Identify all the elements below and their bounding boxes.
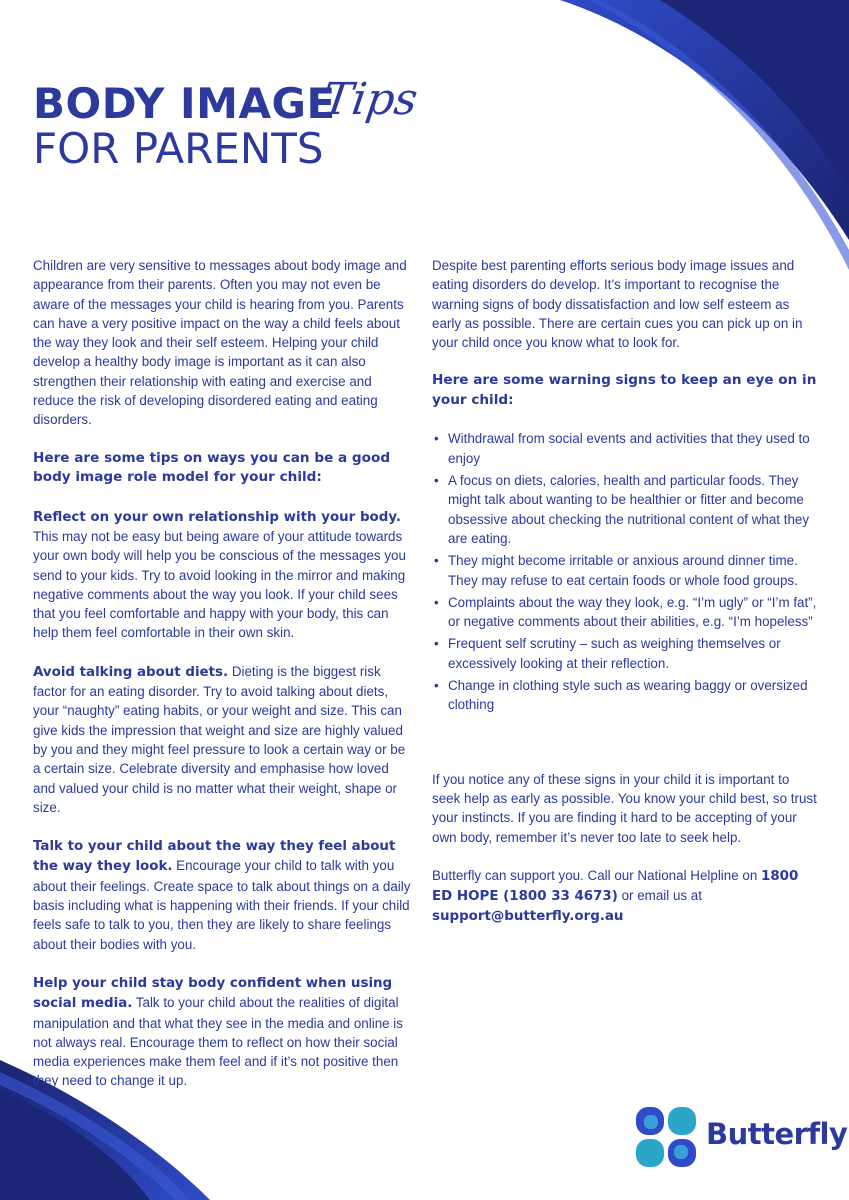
bullet-icon: •: [434, 431, 439, 447]
page-title: [33, 74, 421, 173]
tip-body: Dieting is the biggest risk factor for an eating disorder. Try to avoid talking about diets, your “naughty” eating habits, or your weight and size. This can give kids the impression that weight and size are highly valued by you and they might feel pressure to look a certain way or be a certain size. Celebrate diversity and emphasise how loved and valued your child is no matter what their weight, shape or size.: [33, 663, 406, 815]
tip-body: Encourage your child to talk with you about their feelings. Create space to talk about things on a daily basis including what is happening with their friends. If your child feels safe to talk to you, then they are likely to share feelings about their bodies with you.: [33, 858, 411, 952]
list-item: [432, 429, 818, 468]
tip-paragraph: [33, 507, 411, 643]
list-item-text: They might become irritable or anxious around dinner time. They may refuse to eat certain foods or whole food groups.: [448, 553, 798, 588]
list-item-text: A focus on diets, calories, health and particular foods. They might talk about wanting to be healthier or fitter and become obsessive about checking the nutritional content of what they are eating.: [448, 473, 810, 546]
tip-body: Talk to your child about the realities of digital manipulation and that what they see in the media and online is not always real. Encourage them to reflect on how their social media experiences make them feel and if it’s not positive then they need to change it up.: [33, 995, 403, 1089]
list-item: [432, 634, 818, 673]
bullet-icon: •: [434, 636, 439, 652]
tip-paragraph: [33, 973, 411, 1091]
tip-lead: Help your child stay body confident when using social media.: [33, 975, 393, 1012]
intro-paragraph: Children are very sensitive to messages about body image and appearance from their parents. Often you may not even be aware of the messages your child is hearing from you. Parents can have a very positive impact on the way a child feels about the way they look and their self esteem. Helping your child develop a healthy body image is important as it can also strengthen their relationship with eating and exercise and reduce the risk of developing disordered eating and eating disorders.: [33, 258, 407, 428]
tips-heading: Here are some tips on ways you can be a good body image role model for your child:: [33, 449, 391, 486]
butterfly-logo: [634, 1105, 848, 1169]
tip-paragraph: [33, 836, 411, 954]
support-paragraph: [432, 866, 818, 927]
bullet-icon: •: [434, 553, 439, 569]
tip-lead: Avoid talking about diets.: [33, 664, 229, 680]
tip-lead: Reflect on your own relationship with your body.: [33, 509, 401, 525]
tip-paragraph: [33, 662, 411, 817]
support-text-mid: or email us at: [617, 888, 702, 904]
warning-signs-heading: Here are some warning signs to keep an eye on in your child:: [432, 372, 817, 408]
warning-intro-paragraph: Despite best parenting efforts serious body image issues and eating disorders do develop. It’s important to recognise the warning signs of body dissatisfaction and low self esteem as early as possible. There are certain cues you can pick up on in your child once you know what to look for.: [432, 258, 803, 351]
logo-text: Butterfly: [706, 1117, 848, 1151]
title-main: BODY IMAGE: [33, 79, 336, 128]
support-text: Butterfly can support you. Call our National Helpline on: [432, 867, 761, 883]
butterfly-icon: [634, 1105, 700, 1169]
bullet-icon: •: [434, 594, 439, 610]
title-subtitle: FOR PARENTS: [33, 124, 324, 173]
list-item: [432, 593, 818, 632]
list-item-text: Complaints about the way they look, e.g. “I’m ugly” or “I’m fat”, or negative comments about their abilities, e.g. “I’m hopeless”: [448, 594, 817, 630]
list-item-text: Withdrawal from social events and activities that they used to enjoy: [448, 431, 810, 466]
list-item: [432, 471, 818, 548]
list-item: [432, 551, 818, 590]
bullet-icon: •: [434, 678, 439, 694]
list-item-text: Frequent self scrutiny – such as weighing themselves or excessively looking at their reflection.: [448, 636, 781, 671]
tip-body: This may not be easy but being aware of your attitude towards your own body will help you be conscious of the messages you send to your kids. Try to avoid looking in the mirror and making negative comments about the way you look. If your child sees that you feel comfortable and happy with your body, this can help them feel comfortable in their own skin.: [33, 528, 406, 641]
list-item: [432, 676, 818, 715]
title-script: Tips: [319, 74, 421, 125]
left-column: [33, 256, 411, 1110]
helpline-number[interactable]: 1800 ED HOPE (1800 33 4673): [432, 868, 799, 905]
bullet-icon: •: [434, 473, 439, 489]
tip-lead: Talk to your child about the way they feel about the way they look.: [33, 839, 396, 875]
right-column: [432, 256, 818, 946]
warning-signs-list: [432, 429, 818, 714]
support-email-link[interactable]: support@butterfly.org.au: [432, 909, 624, 925]
notice-paragraph: If you notice any of these signs in your child it is important to seek help as early as possible. You know your child best, so trust your instincts. If you are finding it hard to be accepting of your own body, remember it’s never too late to seek help.: [432, 771, 817, 845]
list-item-text: Change in clothing style such as wearing baggy or oversized clothing: [448, 678, 808, 713]
